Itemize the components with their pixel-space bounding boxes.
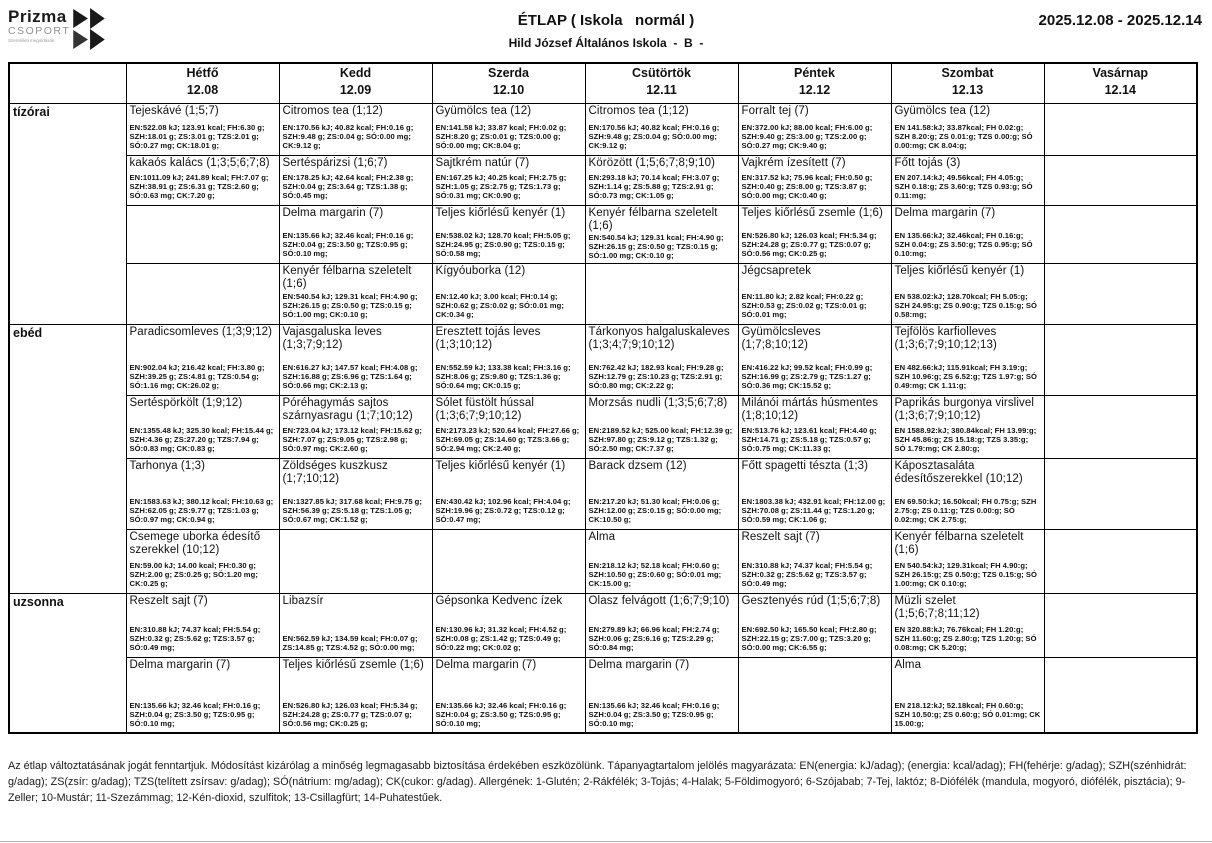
menu-item-nutrition: EN:141.58 kJ; 33.87 kcal; FH:0.02 g; SZH:8.20 g; ZS:0.01 g; TZS:0.00 g; SÓ:0.00 mg; CK:8.04 g;	[435, 123, 567, 151]
empty-cell	[1044, 324, 1197, 395]
day-header-3	[432, 63, 585, 103]
menu-item-name: Jégcsapretek	[741, 264, 812, 277]
menu-item-nutrition: EN:1583.63 kJ; 380.12 kcal; FH:10.63 g; SZH:62.05 g; ZS:9.77 g; TZS:1.03 g; SÓ:0.97 mg; CK:0.94 g;	[129, 497, 274, 525]
menu-cell-content	[436, 460, 582, 525]
empty-cell	[1044, 103, 1197, 155]
menu-item-name: Müzli szelet (1;5;6;7;8;11;12)	[894, 594, 980, 620]
menu-item-name: Tarhonya (1;3)	[129, 459, 206, 472]
menu-item-nutrition: EN:372.00 kJ; 88.00 kcal; FH:6.00 g; SZH:9.40 g; ZS:3.00 g; TZS:2.00 g; SÓ:0.27 mg; CK:9.40 g;	[741, 123, 873, 151]
menu-cell	[279, 155, 432, 205]
menu-cell	[738, 155, 891, 205]
menu-item-name: Gépsonka Kedvenc ízek	[435, 594, 563, 607]
menu-item-nutrition: EN:430.42 kJ; 102.96 kcal; FH:4.04 g; SZH:19.96 g; ZS:0.72 g; TZS:0.12 g; SÓ:0.47 mg;	[435, 497, 571, 525]
day-date: 12.08	[186, 82, 219, 97]
menu-cell	[279, 103, 432, 155]
menu-item-name: Citromos tea (1;12)	[282, 104, 383, 117]
menu-cell-content	[283, 326, 429, 391]
menu-cell	[585, 395, 738, 458]
menu-item-name: Forralt tej (7)	[741, 104, 809, 117]
menu-item-name: Alma	[894, 658, 922, 671]
empty-cell	[126, 205, 279, 263]
menu-item-name: Főtt tojás (3)	[894, 156, 961, 169]
menu-cell	[279, 657, 432, 733]
title-block	[8, 12, 1204, 50]
empty-cell	[1044, 593, 1197, 657]
menu-cell-content	[130, 105, 276, 151]
menu-item-nutrition: EN:1011.09 kJ; 241.89 kcal; FH:7.07 g; SZH:38.91 g; ZS:6.31 g; TZS:2.60 g; SÓ:0.63 mg; CK:7.20 g;	[129, 173, 269, 201]
menu-cell-content	[589, 460, 735, 525]
allergen-footnote: Az étlap változtatásának jogát fenntartjuk. Módosítást kizárólag a minőség legmagasabb biztosítása érdekében eszközölünk. Tápanyagtartalom jelölés magyarázata: EN(energia: kJ/adag); (energia: kcal/adag); FH(fehérje: g/adag); SZH(szénhidrát: g/adag); ZS(zsír: g/adag); TZS(telített zsírsav: g/adag); SÓ(nátrium: mg/adag); CK(cukor: g/adag). Allergének: 1-Glutén; 2-Rákfélék; 3-Tojás; 4-Halak; 5-Földimogyoró; 6-Szójabab; 7-Tej, laktóz; 8-Diófélék (mandula, mogyoró, diófélék, pisztácia); 9-Zeller; 10-Mustár; 11-Szezámmag; 12-Kén-dioxid, szulfitok; 13-Csillagfürt; 14-Puhatestűek.	[8, 760, 1187, 805]
page-bottom-rule	[0, 841, 1212, 842]
menu-cell-content	[130, 397, 276, 454]
menu-item-name: Reszelt sajt (7)	[741, 530, 820, 543]
menu-cell-content	[283, 460, 429, 525]
menu-item-name: Teljes kiőrlésű zsemle (1;6)	[741, 206, 883, 219]
menu-cell-content	[895, 157, 1041, 201]
menu-item-nutrition: EN:59.00 kJ; 14.00 kcal; FH:0.30 g; SZH:2.00 g; ZS:0.25 g; SÓ:1.20 mg; CK:0.25 g;	[129, 561, 258, 589]
menu-cell-content	[895, 659, 1041, 729]
menu-item-nutrition: EN:310.88 kJ; 74.37 kcal; FH:5.54 g; SZH:0.32 g; ZS:5.62 g; TZS:3.57 g; SÓ:0.49 mg;	[129, 625, 261, 653]
menu-cell-content	[895, 265, 1041, 320]
menu-item-nutrition: EN:279.89 kJ; 66.96 kcal; FH:2.74 g; SZH:0.06 g; ZS:6.16 g; TZS:2.29 g; SÓ:0.84 mg;	[588, 625, 720, 653]
empty-cell	[279, 529, 432, 593]
menu-cell-content	[130, 326, 276, 391]
empty-cell	[738, 657, 891, 733]
menu-cell-content	[895, 207, 1041, 259]
day-name: Kedd	[339, 66, 372, 80]
menu-item-name: Teljes kiőrlésű kenyér (1)	[435, 206, 566, 219]
menu-cell-content	[742, 531, 888, 589]
page-subtitle: Hild József Általános Iskola - B -	[508, 36, 704, 50]
menu-cell-content	[130, 595, 276, 653]
empty-cell	[1044, 155, 1197, 205]
menu-item-nutrition: EN:135.66 kJ; 32.46 kcal; FH:0.16 g; SZH:0.04 g; ZS:3.50 g; TZS:0.95 g; SÓ:0.10 mg;	[435, 701, 567, 729]
menu-item-name: Teljes kiőrlésű zsemle (1;6)	[282, 658, 424, 671]
menu-cell	[432, 657, 585, 733]
menu-item-name: Kenyér félbarna szeletelt (1;6)	[282, 264, 412, 290]
menu-item-nutrition: EN:310.88 kJ; 74.37 kcal; FH:5.54 g; SZH:0.32 g; ZS:5.62 g; TZS:3.57 g; SÓ:0.49 mg;	[741, 561, 873, 589]
menu-cell	[432, 395, 585, 458]
menu-item-nutrition: EN:562.59 kJ; 134.59 kcal; FH:0.07 g; ZS:14.85 g; TZS:4.52 g; SÓ:0.00 mg;	[282, 634, 418, 653]
menu-cell	[585, 324, 738, 395]
menu-item-name: Zöldséges kuszkusz (1;7;10;12)	[282, 459, 388, 485]
menu-item-name: Sertéspárizsi (1;6;7)	[282, 156, 388, 169]
menu-item-name: Delma margarin (7)	[588, 658, 690, 671]
menu-item-name: kakaós kalács (1;3;5;6;7;8)	[129, 156, 270, 169]
menu-cell-content	[436, 265, 582, 320]
menu-item-nutrition: EN 135.66:kJ; 32.46kcal; FH 0.16:g; SZH 0.04:g; ZS 3.50:g; TZS 0.95:g; SÓ 0.10:mg;	[894, 231, 1033, 259]
menu-cell	[126, 155, 279, 205]
menu-cell	[738, 458, 891, 529]
menu-item-name: Delma margarin (7)	[282, 206, 384, 219]
menu-item-name: Póréhagymás sajtos szárnyasragu (1;7;10;12)	[282, 396, 413, 422]
menu-item-name: Barack dzsem (12)	[588, 459, 687, 472]
menu-item-nutrition: EN 482.66:kJ; 115.91kcal; FH 3.19:g; SZH 10.96:g; ZS 6.52:g; TZS 1.97:g; SÓ 0.49:mg; CK 1.11:g;	[894, 363, 1038, 391]
menu-cell-content	[589, 397, 735, 454]
menu-item-nutrition: EN:540.54 kJ; 129.31 kcal; FH:4.90 g; SZH:26.15 g; ZS:0.50 g; TZS:0.15 g; SÓ:1.00 mg; CK:0.10 g;	[588, 232, 724, 261]
menu-item-name: Tárkonyos halgaluskaleves (1;3;4;7;9;10;12)	[588, 325, 730, 351]
menu-item-name: Alma	[588, 530, 616, 543]
menu-cell	[891, 205, 1044, 263]
menu-cell	[585, 103, 738, 155]
menu-item-nutrition: EN:1803.38 kJ; 432.91 kcal; FH:12.00 g; SZH:70.08 g; ZS:11.44 g; TZS:1.20 g; SÓ:0.59 mg; CK:1.06 g;	[741, 497, 886, 525]
menu-item-name: Gyümölcs tea (12)	[894, 104, 991, 117]
menu-cell-content	[283, 265, 429, 320]
menu-item-name: Citromos tea (1;12)	[588, 104, 689, 117]
menu-cell-content	[589, 326, 735, 391]
menu-cell	[585, 593, 738, 657]
menu-cell-content	[895, 460, 1041, 525]
empty-cell	[1044, 458, 1197, 529]
menu-item-nutrition: EN:1355.48 kJ; 325.30 kcal; FH:15.44 g; SZH:4.36 g; ZS:27.20 g; TZS:7.94 g; SÓ:0.83 mg; CK:0.83 g;	[129, 426, 274, 454]
menu-cell-content	[895, 105, 1041, 151]
menu-item-name: Milánói mártás húsmentes (1;8;10;12)	[741, 396, 879, 422]
menu-cell	[126, 324, 279, 395]
menu-item-nutrition: EN:416.22 kJ; 99.52 kcal; FH:0.99 g; SZH:16.99 g; ZS:2.79 g; TZS:1.27 g; SÓ:0.36 mg; CK:15.52 g;	[741, 363, 873, 391]
menu-item-name: Vajkrém ízesített (7)	[741, 156, 846, 169]
menu-item-nutrition: EN:178.25 kJ; 42.64 kcal; FH:2.38 g; SZH:0.04 g; ZS:3.64 g; TZS:1.38 g; SÓ:0.45 mg;	[282, 173, 414, 201]
day-date: 12.11	[646, 82, 677, 97]
menu-cell-content	[589, 207, 735, 261]
menu-cell-content	[436, 659, 582, 729]
menu-item-nutrition: EN:218.12 kJ; 52.18 kcal; FH:0.60 g; SZH:10.50 g; ZS:0.60 g; SÓ:0.01 mg; CK:15.00 g;	[588, 561, 722, 589]
menu-cell-content	[742, 157, 888, 201]
menu-cell-content	[436, 207, 582, 259]
menu-cell	[279, 263, 432, 324]
menu-cell-content	[436, 397, 582, 454]
menu-item-nutrition: EN:902.04 kJ; 216.42 kcal; FH:3.80 g; SZH:39.25 g; ZS:4.81 g; TZS:0.54 g; SÓ:1.16 mg; CK:26.02 g;	[129, 363, 265, 391]
menu-cell-content	[589, 531, 735, 589]
day-header-4	[585, 63, 738, 103]
empty-cell	[585, 263, 738, 324]
logo-group: CSOPORT	[8, 25, 71, 37]
menu-cell-content	[895, 595, 1041, 653]
menu-item-name: Gesztenyés rúd (1;5;6;7;8)	[741, 594, 881, 607]
menu-item-nutrition: EN 320.88:kJ; 76.76kcal; FH 1.20:g; SZH 11.60:g; ZS 2.80:g; TZS 1.20:g; SÓ 0.08:mg; CK 5.20:g;	[894, 625, 1037, 653]
menu-item-nutrition: EN:723.04 kJ; 173.12 kcal; FH:15.62 g; SZH:7.07 g; ZS:9.05 g; TZS:2.98 g; SÓ:0.97 mg; CK:2.60 g;	[282, 426, 422, 454]
menu-cell-content	[589, 105, 735, 151]
menu-cell	[279, 593, 432, 657]
menu-item-name: Kenyér félbarna szeletelt (1;6)	[588, 206, 718, 232]
menu-cell-content	[130, 157, 276, 201]
menu-cell	[738, 205, 891, 263]
logo-name: Prizma	[8, 7, 67, 26]
menu-cell-content	[436, 157, 582, 201]
menu-item-name: Vajasgaluska leves (1;3;7;9;12)	[282, 325, 382, 351]
menu-cell	[432, 205, 585, 263]
menu-item-nutrition: EN:1327.85 kJ; 317.68 kcal; FH:9.75 g; SZH:56.39 g; ZS:5.18 g; TZS:1.05 g; SÓ:0.67 mg; CK:1.52 g;	[282, 497, 422, 525]
menu-item-nutrition: EN 141.58:kJ; 33.87kcal; FH 0.02:g; SZH 8.20:g; ZS 0.01:g; TZS 0.00:g; SÓ 0.00:mg; CK 8.04:g;	[894, 123, 1033, 151]
menu-item-name: Sajtkrém natúr (7)	[435, 156, 530, 169]
day-header-5	[738, 63, 891, 103]
menu-cell	[738, 263, 891, 324]
menu-cell-content	[742, 595, 888, 653]
menu-cell	[738, 529, 891, 593]
day-name: Csütörtök	[631, 66, 692, 80]
menu-cell	[891, 103, 1044, 155]
menu-cell	[126, 657, 279, 733]
menu-cell-content	[283, 397, 429, 454]
day-name: Péntek	[794, 66, 835, 80]
menu-cell	[585, 657, 738, 733]
menu-item-name: Gyümölcsleves (1;7;8;10;12)	[741, 325, 821, 351]
menu-cell	[279, 458, 432, 529]
menu-cell	[585, 155, 738, 205]
meal-label-ebéd: ebéd	[9, 324, 126, 593]
menu-page	[8, 0, 1204, 807]
menu-item-nutrition: EN:2189.52 kJ; 525.00 kcal; FH:12.39 g; SZH:97.80 g; ZS:9.12 g; TZS:1.32 g; SÓ:2.50 mg; CK:7.37 g;	[588, 426, 733, 454]
menu-item-name: Delma margarin (7)	[129, 658, 231, 671]
menu-item-nutrition: EN:526.80 kJ; 126.03 kcal; FH:5.34 g; SZH:24.28 g; ZS:0.77 g; TZS:0.07 g; SÓ:0.56 mg; CK:0.25 g;	[282, 701, 418, 729]
empty-cell	[432, 529, 585, 593]
day-header-7	[1044, 63, 1197, 103]
menu-item-nutrition: EN:616.27 kJ; 147.57 kcal; FH:4.08 g; SZH:16.88 g; ZS:6.96 g; TZS:1.64 g; SÓ:0.66 mg; CK:2.13 g;	[282, 363, 418, 391]
menu-cell-content	[742, 265, 888, 320]
menu-item-nutrition: EN 538.02:kJ; 128.70kcal; FH 5.05:g; SZH 24.95:g; ZS 0.90:g; TZS 0.15:g; SÓ 0.58:mg;	[894, 292, 1038, 320]
menu-cell	[432, 593, 585, 657]
menu-cell	[891, 657, 1044, 733]
menu-item-nutrition: EN:170.56 kJ; 40.82 kcal; FH:0.16 g; SZH:9.48 g; ZS:0.04 g; SÓ:0.00 mg; CK:9.12 g;	[588, 123, 720, 151]
page-title: ÉTLAP ( Iskola normál )	[517, 12, 695, 29]
menu-cell-content	[589, 595, 735, 653]
menu-cell-content	[436, 326, 582, 391]
menu-item-name: Delma margarin (7)	[435, 658, 537, 671]
menu-cell	[585, 458, 738, 529]
menu-cell	[432, 458, 585, 529]
menu-item-nutrition: EN:538.02 kJ; 128.70 kcal; FH:5.05 g; SZH:24.95 g; ZS:0.90 g; TZS:0.15 g; SÓ:0.58 mg;	[435, 231, 571, 259]
day-date: 12.10	[492, 82, 525, 97]
menu-item-name: Körözött (1;5;6;7;8;9;10)	[588, 156, 716, 169]
day-name: Szombat	[941, 66, 994, 80]
menu-item-name: Reszelt sajt (7)	[129, 594, 208, 607]
menu-item-nutrition: EN:692.50 kJ; 165.50 kcal; FH:2.80 g; SZH:22.15 g; ZS:7.00 g; TZS:3.20 g; SÓ:0.00 mg; CK:6.55 g;	[741, 625, 877, 653]
menu-item-nutrition: EN:522.08 kJ; 123.91 kcal; FH:6.30 g; SZH:18.01 g; ZS:3.01 g; TZS:2.01 g; SÓ:0.27 mg; CK:18.01 g;	[129, 123, 265, 151]
day-date: 12.12	[798, 82, 831, 97]
menu-item-name: Teljes kiőrlésű kenyér (1)	[435, 459, 566, 472]
menu-item-name: Kenyér félbarna szeletelt (1;6)	[894, 530, 1024, 556]
menu-item-nutrition: EN:2173.23 kJ; 520.64 kcal; FH:27.66 g; SZH:69.05 g; ZS:14.60 g; TZS:3.66 g; SÓ:2.94 mg; CK:2.40 g;	[435, 426, 580, 454]
menu-cell-content	[589, 659, 735, 729]
menu-item-nutrition: EN:135.66 kJ; 32.46 kcal; FH:0.16 g; SZH:0.04 g; ZS:3.50 g; TZS:0.95 g; SÓ:0.10 mg;	[588, 701, 720, 729]
menu-item-name: Tejeskávé (1;5;7)	[129, 104, 219, 117]
menu-item-name: Morzsás nudli (1;3;5;6;7;8)	[588, 396, 728, 409]
menu-item-nutrition: EN:167.25 kJ; 40.25 kcal; FH:2.75 g; SZH:1.05 g; ZS:2.75 g; TZS:1.73 g; SÓ:0.31 mg; CK:0.90 g;	[435, 173, 567, 201]
day-header-6	[891, 63, 1044, 103]
menu-cell-content	[742, 326, 888, 391]
menu-cell-content	[742, 397, 888, 454]
menu-item-nutrition: EN:217.20 kJ; 51.30 kcal; FH:0.06 g; SZH:12.00 g; ZS:0.15 g; SÓ:0.00 mg; CK:10.50 g;	[588, 497, 722, 525]
menu-cell	[891, 155, 1044, 205]
menu-item-nutrition: EN:513.76 kJ; 123.61 kcal; FH:4.40 g; SZH:14.71 g; ZS:5.18 g; TZS:0.57 g; SÓ:0.75 mg; CK:11.33 g;	[741, 426, 877, 454]
menu-cell	[279, 395, 432, 458]
menu-cell	[738, 324, 891, 395]
menu-item-name: Káposztasaláta édesítőszerekkel (10;12)	[894, 459, 1023, 485]
menu-cell-content	[283, 595, 429, 653]
menu-item-nutrition: EN 69.50:kJ; 16.50kcal; FH 0.75:g; SZH 2.75:g; ZS 0.11:g; TZS 0.00:g; SÓ 0.02:mg; CK 2.75:g;	[894, 497, 1037, 525]
menu-cell	[585, 529, 738, 593]
menu-cell-content	[283, 659, 429, 729]
empty-cell	[1044, 657, 1197, 733]
menu-item-nutrition: EN:130.96 kJ; 31.32 kcal; FH:4.52 g; SZH:0.08 g; ZS:1.42 g; TZS:0.49 g; SÓ:0.22 mg; CK:0.02 g;	[435, 625, 567, 653]
menu-item-nutrition: EN:526.80 kJ; 126.03 kcal; FH:5.34 g; SZH:24.28 g; ZS:0.77 g; TZS:0.07 g; SÓ:0.56 mg; CK:0.25 g;	[741, 231, 877, 259]
menu-item-nutrition: EN:293.18 kJ; 70.14 kcal; FH:3.07 g; SZH:1.14 g; ZS:5.88 g; TZS:2.91 g; SÓ:0.73 mg; CK:1.05 g;	[588, 173, 720, 201]
menu-cell-content	[895, 531, 1041, 589]
day-date: 12.13	[951, 82, 984, 97]
menu-cell-content	[283, 207, 429, 259]
menu-cell	[585, 205, 738, 263]
menu-cell-content	[895, 326, 1041, 391]
menu-item-name: Tejfölös karfiolleves (1;3;6;7;9;10;12;13)	[894, 325, 997, 351]
menu-cell	[126, 593, 279, 657]
menu-item-name: Gyümölcs tea (12)	[435, 104, 532, 117]
menu-item-name: Főtt spagetti tészta (1;3)	[741, 459, 869, 472]
menu-cell-content	[283, 157, 429, 201]
day-date: 12.14	[1104, 82, 1136, 97]
menu-cell-content	[895, 397, 1041, 454]
menu-cell-content	[742, 207, 888, 259]
menu-item-name: Paprikás burgonya virslivel (1;3;6;7;9;10;12)	[894, 396, 1034, 422]
menu-item-name: Olasz felvágott (1;6;7;9;10)	[588, 594, 730, 607]
day-name: Hétfő	[186, 66, 219, 80]
menu-item-name: Eresztett tojás leves (1;3;10;12)	[435, 325, 541, 351]
menu-cell-content	[130, 659, 276, 729]
menu-cell	[432, 263, 585, 324]
empty-cell	[1044, 529, 1197, 593]
menu-cell-content	[742, 460, 888, 525]
menu-item-name: Delma margarin (7)	[894, 206, 996, 219]
menu-item-nutrition: EN:12.40 kJ; 3.00 kcal; FH:0.14 g; SZH:0.62 g; ZS:0.02 g; SÓ:0.01 mg; CK:0.34 g;	[435, 292, 564, 320]
menu-cell	[126, 103, 279, 155]
menu-item-nutrition: EN 207.14:kJ; 49.56kcal; FH 4.05:g; SZH 0.18:g; ZS 3.60:g; TZS 0.93:g; SÓ 0.11:mg;	[894, 173, 1033, 201]
menu-item-nutrition: EN:552.59 kJ; 133.38 kcal; FH:3.16 g; SZH:8.06 g; ZS:9.80 g; TZS:1.36 g; SÓ:0.64 mg; CK:0.15 g;	[435, 363, 571, 391]
menu-item-name: Sólet füstölt hússal (1;3;6;7;9;10;12)	[435, 396, 535, 422]
menu-cell	[891, 263, 1044, 324]
menu-cell-content	[436, 105, 582, 151]
meal-label-tízórai: tízórai	[9, 103, 126, 324]
menu-item-name: Kígyóuborka (12)	[435, 264, 526, 277]
menu-item-name: Paradicsomleves (1;3;9;12)	[129, 325, 273, 338]
menu-item-nutrition: EN:317.52 kJ; 75.96 kcal; FH:0.50 g; SZH:0.40 g; ZS:8.00 g; TZS:3.87 g; SÓ:0.00 mg; CK:0.40 g;	[741, 173, 873, 201]
day-header-2	[279, 63, 432, 103]
menu-item-nutrition: EN:135.66 kJ; 32.46 kcal; FH:0.16 g; SZH:0.04 g; ZS:3.50 g; TZS:0.95 g; SÓ:0.10 mg;	[282, 231, 414, 259]
menu-item-nutrition: EN:170.56 kJ; 40.82 kcal; FH:0.16 g; SZH:9.48 g; ZS:0.04 g; SÓ:0.00 mg; CK:9.12 g;	[282, 123, 414, 151]
day-name: Szerda	[488, 66, 529, 80]
menu-cell	[279, 324, 432, 395]
logo-tagline: Szemléleti megoldások	[8, 37, 55, 43]
menu-cell-content	[283, 105, 429, 151]
menu-item-name: Csemege uborka édesítő szerekkel (10;12)	[129, 530, 261, 556]
day-date: 12.09	[339, 82, 372, 97]
corner-cell	[9, 63, 126, 103]
date-range: 2025.12.08 - 2025.12.14	[1038, 12, 1202, 29]
menu-item-nutrition: EN:540.54 kJ; 129.31 kcal; FH:4.90 g; SZH:26.15 g; ZS:0.50 g; TZS:0.15 g; SÓ:1.00 mg; CK:0.10 g;	[282, 292, 418, 320]
menu-cell-content	[436, 595, 582, 653]
menu-cell	[126, 529, 279, 593]
menu-item-nutrition: EN 1588.92:kJ; 380.84kcal; FH 13.99:g; SZH 45.86:g; ZS 15.18:g; TZS 3.35:g; SÓ 1.79:mg; CK 2.80:g;	[894, 426, 1037, 454]
menu-cell-content	[130, 531, 276, 589]
menu-item-nutrition: EN 218.12:kJ; 52.18kcal; FH 0.60:g; SZH 10.50:g; ZS 0.60:g; SÓ 0.01:mg; CK 15.00:g;	[894, 701, 1041, 729]
menu-cell	[891, 395, 1044, 458]
menu-cell	[432, 324, 585, 395]
page-header	[8, 0, 1204, 62]
menu-item-name: Teljes kiőrlésű kenyér (1)	[894, 264, 1025, 277]
menu-cell	[432, 103, 585, 155]
menu-item-nutrition: EN:135.66 kJ; 32.46 kcal; FH:0.16 g; SZH:0.04 g; ZS:3.50 g; TZS:0.95 g; SÓ:0.10 mg;	[129, 701, 261, 729]
menu-table	[8, 62, 1198, 734]
menu-cell	[738, 103, 891, 155]
menu-item-nutrition: EN:11.80 kJ; 2.82 kcal; FH:0.22 g; SZH:0.53 g; ZS:0.02 g; TZS:0.01 g; SÓ:0.01 mg;	[741, 292, 867, 320]
menu-cell	[126, 395, 279, 458]
empty-cell	[1044, 395, 1197, 458]
menu-cell	[279, 205, 432, 263]
day-name: Vasárnap	[1092, 66, 1149, 80]
empty-cell	[126, 263, 279, 324]
menu-item-nutrition: EN:762.42 kJ; 182.93 kcal; FH:9.28 g; SZH:12.79 g; ZS:10.23 g; TZS:2.91 g; SÓ:0.80 mg; CK:2.22 g;	[588, 363, 724, 391]
menu-cell	[126, 458, 279, 529]
menu-cell	[738, 593, 891, 657]
menu-item-name: Libazsír	[282, 594, 324, 607]
day-header-1	[126, 63, 279, 103]
menu-item-nutrition: EN 540.54:kJ; 129.31kcal; FH 4.90:g; SZH 26.15:g; ZS 0.50:g; TZS 0.15:g; SÓ 1.00:mg; CK 0.10:g;	[894, 561, 1038, 589]
menu-cell	[891, 593, 1044, 657]
menu-cell	[891, 529, 1044, 593]
menu-cell	[738, 395, 891, 458]
menu-cell	[891, 458, 1044, 529]
empty-cell	[1044, 263, 1197, 324]
menu-item-name: Sertéspörkölt (1;9;12)	[129, 396, 243, 409]
menu-cell-content	[130, 460, 276, 525]
menu-cell-content	[589, 157, 735, 201]
empty-cell	[1044, 205, 1197, 263]
menu-cell	[432, 155, 585, 205]
menu-cell-content	[742, 105, 888, 151]
meal-label-uzsonna: uzsonna	[9, 593, 126, 733]
menu-cell	[891, 324, 1044, 395]
